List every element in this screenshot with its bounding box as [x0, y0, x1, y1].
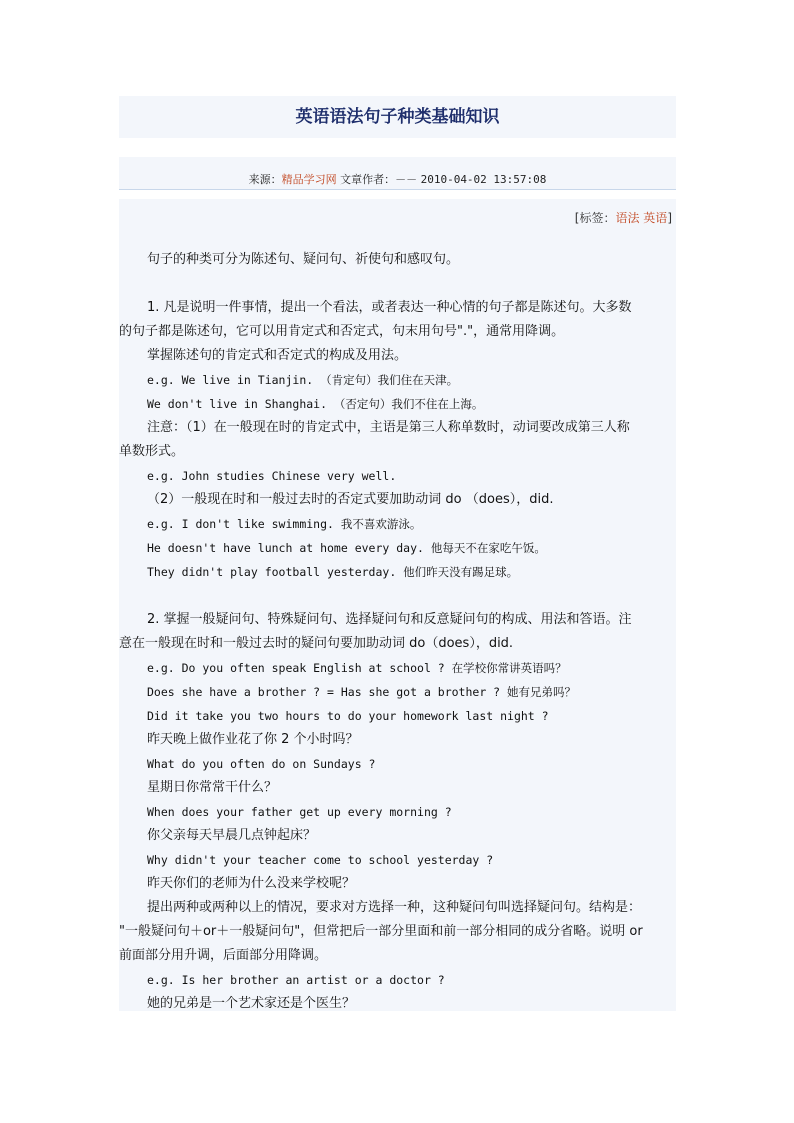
tags-open: [标签： — [574, 211, 616, 225]
example-line: They didn't play football yesterday. 他们昨天没有踢足球。 — [147, 565, 519, 579]
tag-list — [575, 209, 672, 226]
example-line: e.g. We live in Tianjin. （肯定句）我们住在天津。 — [147, 373, 459, 387]
publish-datetime: 2010-04-02 13:57:08 — [420, 173, 547, 186]
paragraph-line: 她的兄弟是一个艺术家还是个医生？ — [147, 996, 356, 1011]
author-name: －－ — [395, 173, 418, 186]
example-line: When does your father get up every morning ? — [147, 805, 452, 819]
paragraph-line: 昨天晚上做作业花了你 2 个小时吗？ — [147, 732, 359, 747]
example-line: He doesn't have lunch at home every day. 他每天不在家吃午饭。 — [147, 541, 546, 555]
paragraph-line: 意在一般现在时和一般过去时的疑问句要加助动词 do（does），did. — [119, 636, 514, 651]
source-site-link[interactable]: 精品学习网 — [281, 173, 337, 186]
paragraph-line: 提出两种或两种以上的情况，要求对方选择一种，这种疑问句叫选择疑问句。结构是： — [147, 900, 642, 915]
tag-english[interactable]: 英语 — [643, 211, 668, 225]
paragraph-line: 昨天你们的老师为什么没来学校呢？ — [147, 876, 356, 891]
paragraph-line: "一般疑问句＋or＋一般疑问句"，但常把后一部分里面和前一部分相同的成分省略。说明 or — [119, 924, 643, 939]
example-line: What do you often do on Sundays ? — [147, 757, 376, 771]
example-line: e.g. I don't like swimming. 我不喜欢游泳。 — [147, 517, 422, 531]
example-line: e.g. Is her brother an artist or a doctor ? — [147, 973, 445, 987]
tag-grammar[interactable]: 语法 — [615, 211, 640, 225]
author-label: 文章作者： — [340, 173, 396, 186]
paragraph-line: 你父亲每天早晨几点钟起床？ — [147, 828, 317, 843]
example-line: Why didn't your teacher come to school yesterday ? — [147, 853, 494, 867]
paragraph-line: 1. 凡是说明一件事情，提出一个看法，或者表达一种心情的句子都是陈述句。大多数 — [147, 300, 632, 315]
paragraph-line: 句子的种类可分为陈述句、疑问句、祈使句和感叹句。 — [147, 252, 460, 267]
paragraph-line: 掌握陈述句的肯定式和否定式的构成及用法。 — [147, 348, 408, 363]
paragraph-line: 星期日你常常干什么？ — [147, 780, 278, 795]
paragraph-line: （2）一般现在时和一般过去时的否定式要加助动词 do （does），did. — [147, 492, 554, 507]
source-label: 来源： — [248, 173, 282, 186]
example-line: We don't live in Shanghai. （否定句）我们不住在上海。 — [147, 397, 484, 411]
paragraph-line: 前面部分用升调，后面部分用降调。 — [119, 948, 328, 963]
article-title: 英语语法句子种类基础知识 — [119, 96, 676, 138]
article-meta — [119, 157, 676, 190]
example-line: Did it take you two hours to do your homework last night ? — [147, 709, 549, 723]
article-body — [119, 199, 676, 1011]
example-line: Does she have a brother ? = Has she got a brother ? 她有兄弟吗？ — [147, 685, 577, 699]
example-line: e.g. Do you often speak English at school ? 在学校你常讲英语吗？ — [147, 661, 567, 675]
paragraph-line: 的句子都是陈述句，它可以用肯定式和否定式，句末用句号"."，通常用降调。 — [119, 324, 565, 339]
paragraph-line: 2. 掌握一般疑问句、特殊疑问句、选择疑问句和反意疑问句的构成、用法和答语。注 — [147, 612, 632, 627]
paragraph-line: 单数形式。 — [119, 444, 185, 459]
paragraph-line: 注意：（1）在一般现在时的肯定式中，主语是第三人称单数时，动词要改成第三人称 — [147, 420, 630, 435]
tags-close: ] — [667, 211, 672, 225]
example-line: e.g. John studies Chinese very well. — [147, 469, 397, 483]
